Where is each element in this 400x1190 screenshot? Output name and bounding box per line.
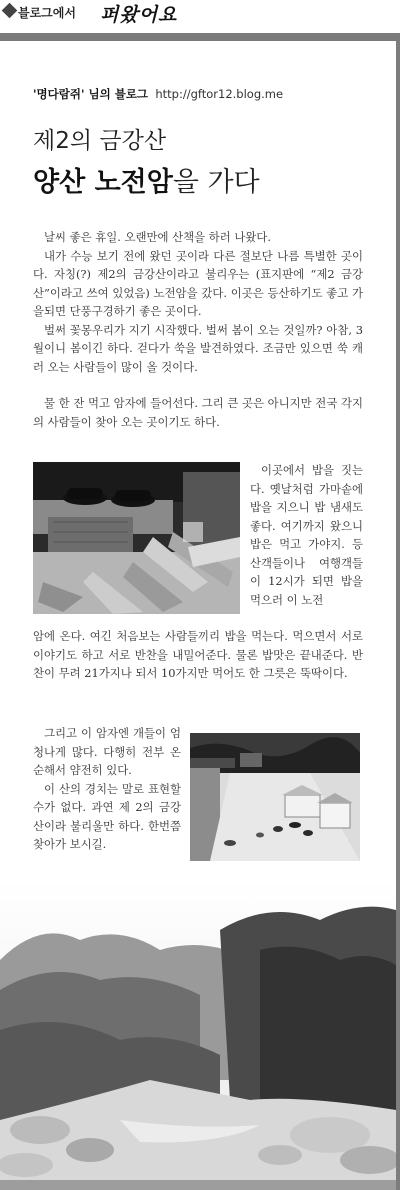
blog-source (33, 86, 283, 102)
courtyard-photo (190, 733, 360, 861)
blog-url[interactable]: http://gftor12.blog.me (155, 87, 284, 101)
article-body-mid (33, 627, 363, 683)
right-border (396, 41, 400, 1190)
paragraph: 벌써 꽃몽우리가 지기 시작했다. 벌써 봄이 오는 것일까? 아참, 3월이니 봄이긴 하다. 걷다가 쑥을 발견하였다. 조금만 있으면 쑥 캐러 오는 사람들이 많이 올 것이다. (33, 322, 363, 374)
header-script-title: 퍼왔어요 (100, 4, 178, 26)
header-rule (0, 33, 400, 41)
valley-landscape-photo (0, 880, 396, 1190)
article-title-line1: 제2의 금강산 (33, 128, 167, 154)
paragraph: 암에 온다. 여긴 처음보는 사람들끼리 밥을 먹는다. 먹으면서 서로 이야기도 하고 서로 반찬을 내밀어준다. 물론 밥맛은 끝내준다. 반찬이 무려 21가지나 되서 10가지만 먹어도 한 그릇은 뚝딱이다. (33, 629, 363, 680)
kitchen-photo (33, 462, 240, 614)
title-bold: 양산 노전암 (33, 167, 173, 198)
article-title-line2 (33, 160, 260, 199)
blog-suffix: 님의 블로그 (84, 87, 149, 101)
title-rest: 을 가다 (172, 167, 260, 198)
paragraph: 이 산의 경치는 말로 표현할 수가 없다. 과연 제 2의 금강산이라 불리울만 하다. 한번쯤 찾아가 보시길. (33, 781, 181, 851)
wrap-text-1 (250, 461, 363, 609)
wrap-text-2 (33, 724, 181, 854)
paragraph: 날씨 좋은 휴일. 오랜만에 산책을 하러 나왔다. (44, 230, 272, 244)
article-body-top (33, 228, 363, 431)
paragraph: 이곳에서 밥을 짓는다. 옛날처럼 가마솥에 밥을 지으니 밥 냄새도 좋다. 여기까지 왔으니 밥은 먹고 가야지. 등산객들이나 여행객들이 12시가 되면 밥을 먹으러 이 노전 (250, 463, 363, 607)
header-label: 블로그에서 (18, 6, 76, 20)
paragraph: 내가 수능 보기 전에 왔던 곳이라 다른 절보단 나름 특별한 곳이다. 자칭(?) 제2의 금강산이라고 불리우는 (표지판에 “제2 금강산”이라고 쓰여 있었음) 노전암을 갔다. 이곳은 등산하기도 좋고 가을되면 단풍구경하기 좋은 곳이다. (33, 248, 363, 318)
page-header (0, 0, 400, 26)
paragraph: 그리고 이 암자엔 개들이 엄청나게 많다. 다행히 전부 온순해서 얌전히 있다. (33, 726, 181, 777)
paragraph: 물 한 잔 먹고 암자에 들어선다. 그리 큰 곳은 아니지만 전국 각지의 사람들이 찾아 오는 곳이기도 하다. (33, 396, 363, 429)
diamond-icon (2, 3, 18, 19)
blogger-nickname: '명다람쥐' (33, 87, 85, 101)
